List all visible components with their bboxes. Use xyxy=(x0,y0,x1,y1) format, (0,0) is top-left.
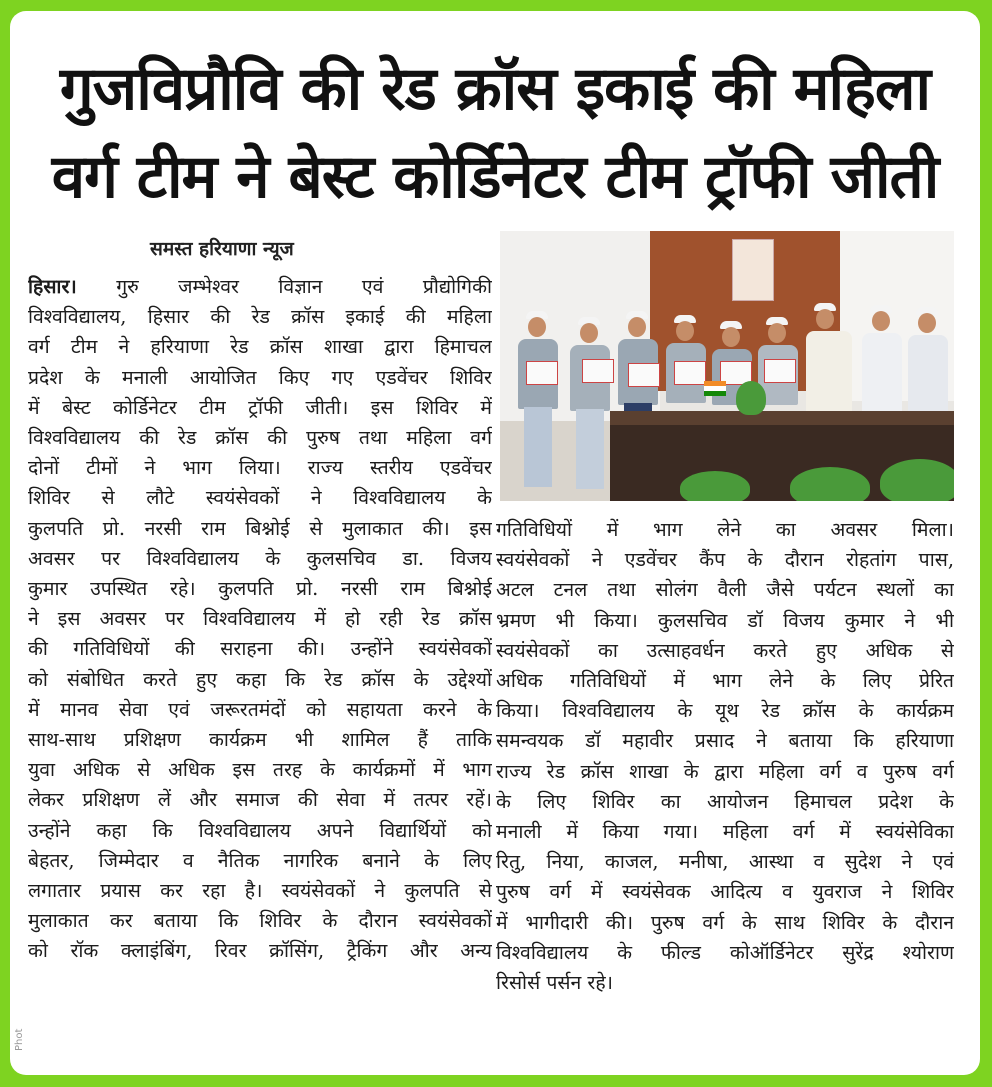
watermark: Phot xyxy=(14,1028,25,1051)
article-line: राज्य रेड क्रॉस शाखा के द्वारा महिला वर्ग व पुरुष वर्ग xyxy=(496,759,954,783)
article-line: लगातार प्रयास कर रहा है। स्वयंसेवकों ने कुलपति से xyxy=(28,879,492,903)
article-line: में बेस्ट कोर्डिनेटर टीम ट्रॉफी जीती। इस शिविर में xyxy=(28,395,492,419)
article-line: कुलपति प्रो. नरसी राम बिश्नोई से मुलाकात की। इस xyxy=(28,516,492,540)
headline-line-1: गुजविप्रौवि की रेड क्रॉस इकाई की महिला xyxy=(59,54,931,124)
article-line: को रॉक क्लाइंबिंग, रिवर क्रॉसिंग, ट्रैकिंग और अन्य xyxy=(28,939,492,963)
article-line: विश्वविद्यालय, हिसार की रेड क्रॉस इकाई की महिला xyxy=(28,305,492,329)
article-line: लेकर प्रशिक्षण लें और समाज की सेवा में तत्पर रहें। xyxy=(28,788,492,812)
article-line: विश्वविद्यालय के फील्ड कोऑर्डिनेटर सुरेंद्र श्योराण xyxy=(496,940,954,964)
article-line: अधिक गतिविधियों में भाग लेने के लिए प्रेरित xyxy=(496,669,954,693)
article-line: बेहतर, जिम्मेदार व नैतिक नागरिक बनाने के लिए xyxy=(28,848,492,872)
article-line: की गतिविधियों की सराहना की। उन्होंने स्वयंसेवकों xyxy=(28,637,492,661)
article-line: वर्ग टीम ने हरियाणा रेड क्रॉस शाखा द्वारा हिमाचल xyxy=(28,335,492,359)
article-line: में भागीदारी की। पुरुष वर्ग के साथ शिविर के दौरान xyxy=(496,910,954,934)
flag-icon xyxy=(704,381,726,396)
article-line: मुलाकात कर बताया कि शिविर के दौरान स्वयंसेवकों xyxy=(28,909,492,933)
article-line: स्वयंसेवकों का उत्साहवर्धन करते हुए अधिक से xyxy=(496,638,954,662)
article-line: पुरुष वर्ग में स्वयंसेवक आदित्य व युवराज ने शिविर xyxy=(496,880,954,904)
headline xyxy=(10,45,980,221)
article-line: रिसोर्स पर्सन रहे। xyxy=(496,971,613,995)
article-column-right xyxy=(496,515,954,998)
article-line: दोनों टीमों ने भाग लिया। राज्य स्तरीय एडवेंचर xyxy=(28,456,492,480)
byline: समस्त हरियाणा न्यूज xyxy=(150,238,294,260)
article-line: साथ-साथ प्रशिक्षण कार्यक्रम भी शामिल हैं ताकि xyxy=(28,728,492,752)
article-line: भ्रमण भी किया। कुलसचिव डॉ विजय कुमार ने भी xyxy=(496,608,954,632)
article-line: युवा अधिक से अधिक इस तरह के कार्यक्रमों में भाग xyxy=(28,758,492,782)
article-line-text: गुरु जम्भेश्वर विज्ञान एवं प्रौद्योगिकी xyxy=(76,275,492,298)
news-photo xyxy=(500,231,954,501)
article-line: स्वयंसेवकों ने एडवेंचर कैंप के दौरान रोहतांग पास, xyxy=(496,548,954,572)
article-line: उन्होंने कहा कि विश्वविद्यालय अपने विद्यार्थियों को xyxy=(28,818,492,842)
article-line: में मानव सेवा एवं जरूरतमंदों को सहायता करने के xyxy=(28,697,492,721)
article-line: अटल टनल तथा सोलंग वैली जैसे पर्यटन स्थलों का xyxy=(496,578,954,602)
article-line: विश्वविद्यालय की रेड क्रॉस की पुरुष तथा महिला वर्ग xyxy=(28,426,492,450)
article-line: गतिविधियों में भाग लेने का अवसर मिला। xyxy=(496,518,954,541)
article-line: किया। विश्वविद्यालय के यूथ रेड क्रॉस के कार्यक्रम xyxy=(496,699,954,723)
article-line: समन्वयक डॉ महावीर प्रसाद ने बताया कि हरियाणा xyxy=(496,729,954,753)
article-line: के लिए शिविर का आयोजन हिमाचल प्रदेश के xyxy=(496,789,954,813)
article-line: को संबोधित करते हुए कहा कि रेड क्रॉस के उद्देश्यों xyxy=(28,667,492,691)
article-line: अवसर पर विश्वविद्यालय के कुलसचिव डा. विजय xyxy=(28,546,492,570)
article-line: शिविर से लौटे स्वयंसेवकों ने विश्वविद्यालय के xyxy=(28,486,492,510)
article-line: ने इस अवसर पर विश्वविद्यालय में हो रही रेड क्रॉस xyxy=(28,607,492,631)
article-line: रितु, निया, काजल, मनीषा, आस्था व सुदेश ने एवं xyxy=(496,850,954,874)
article-line: कुमार उपस्थित रहे। कुलपति प्रो. नरसी राम बिश्नोई xyxy=(28,577,492,601)
article-line: मनाली में किया गया। महिला वर्ग में स्वयंसेविका xyxy=(496,820,954,844)
headline-line-2: वर्ग टीम ने बेस्ट कोर्डिनेटर टीम ट्रॉफी जीती xyxy=(51,142,939,212)
article-column-left xyxy=(28,272,492,967)
article-line xyxy=(28,272,492,302)
article-line: प्रदेश के मनाली आयोजित किए गए एडवेंचर शिविर xyxy=(28,365,492,389)
newspaper-clipping xyxy=(10,11,980,1075)
dateline: हिसार। xyxy=(28,275,77,298)
